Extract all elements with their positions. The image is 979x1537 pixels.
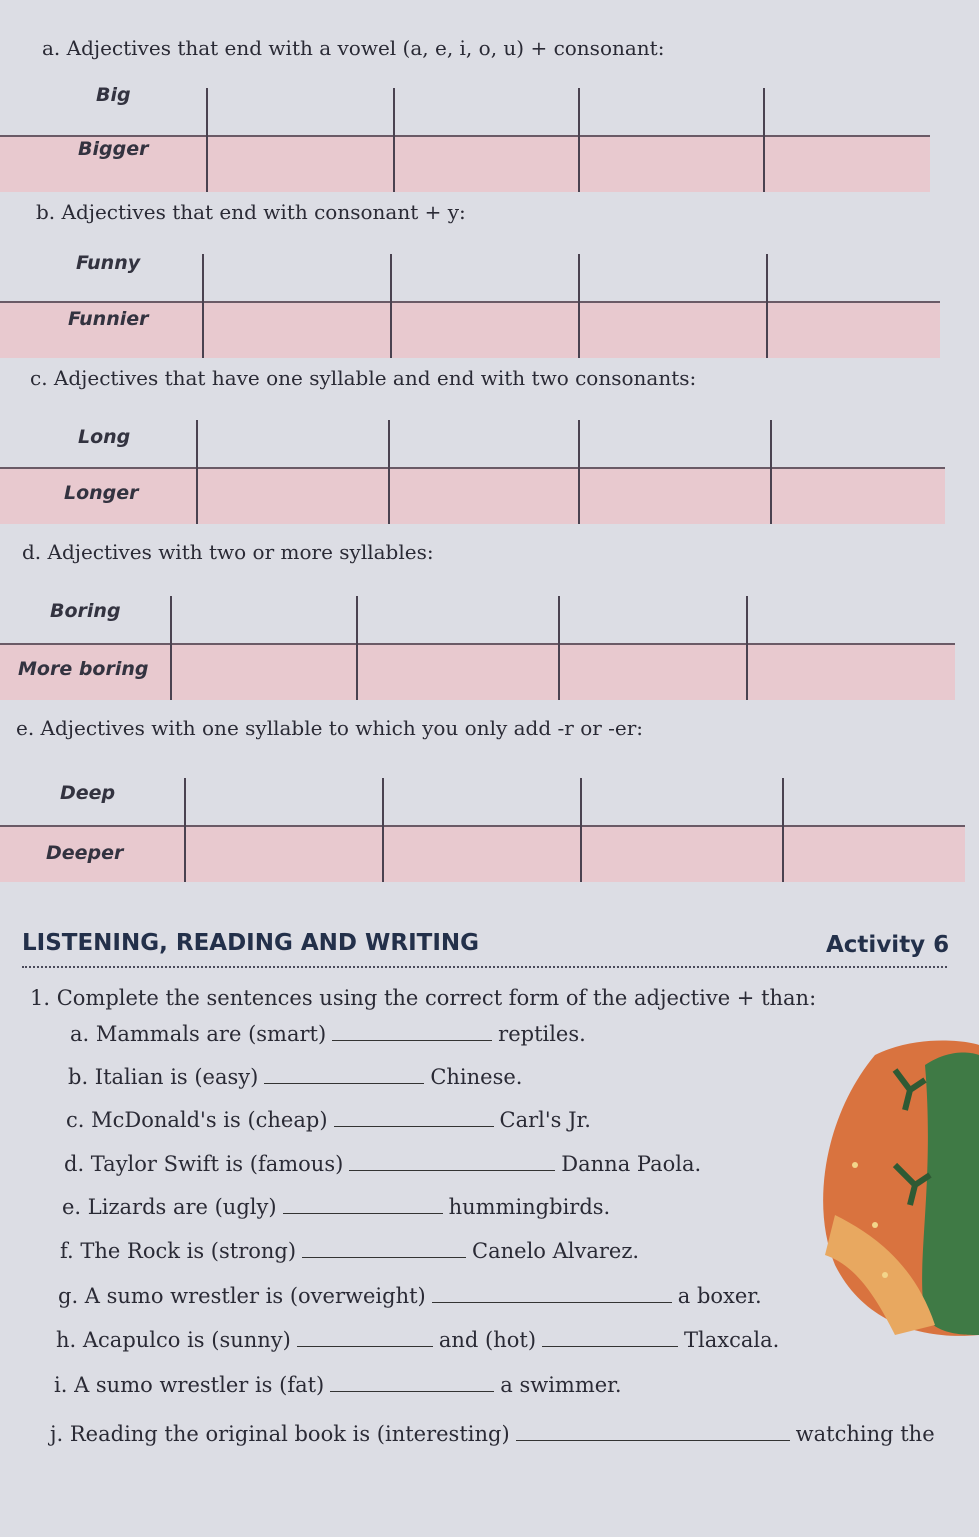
exercise-instruction: 1. Complete the sentences using the correct form of the adjective + than: xyxy=(30,986,817,1010)
base-adjective: Big xyxy=(96,84,131,106)
comparative-adjective: Bigger xyxy=(78,138,149,160)
sentence-text: e. Lizards are (ugly) xyxy=(62,1195,277,1219)
sentence-d xyxy=(64,1152,701,1176)
cactus-illustration xyxy=(815,1035,979,1340)
column-divider xyxy=(766,254,768,358)
section-title-c: c. Adjectives that have one syllable and end with two consonants: xyxy=(30,366,697,390)
table-row-comparative xyxy=(0,826,965,882)
column-divider xyxy=(578,420,580,524)
column-divider xyxy=(202,254,204,358)
sentence-h xyxy=(56,1328,779,1352)
sentence-text: i. A sumo wrestler is (fat) xyxy=(54,1373,325,1397)
section-title-a: a. Adjectives that end with a vowel (a, e, i, o, u) + consonant: xyxy=(42,36,665,60)
table-row-comparative xyxy=(0,468,945,524)
section-title-e: e. Adjectives with one syllable to which you only add -r or -er: xyxy=(16,716,644,740)
sentence-text: Canelo Alvarez. xyxy=(472,1239,640,1263)
sentence-text: Tlaxcala. xyxy=(684,1328,780,1352)
row-divider xyxy=(0,467,945,469)
answer-blank[interactable] xyxy=(432,1298,672,1303)
section-title-b: b. Adjectives that end with consonant + y: xyxy=(36,200,466,224)
row-divider xyxy=(0,135,930,137)
comparative-adjective: Longer xyxy=(64,482,139,504)
section-heading: LISTENING, READING AND WRITING xyxy=(22,930,480,956)
adjective-table-c xyxy=(0,412,945,524)
answer-blank[interactable] xyxy=(542,1342,678,1347)
sentence-a xyxy=(70,1022,586,1046)
answer-blank[interactable] xyxy=(516,1436,790,1441)
sentence-text: hummingbirds. xyxy=(448,1195,611,1219)
answer-blank[interactable] xyxy=(330,1387,494,1392)
adjective-table-b xyxy=(0,246,940,358)
sentence-text: c. McDonald's is (cheap) xyxy=(66,1108,328,1132)
column-divider xyxy=(206,88,208,192)
base-adjective: Funny xyxy=(76,252,141,274)
sentence-text: Carl's Jr. xyxy=(499,1108,591,1132)
cactus-icon xyxy=(815,1035,979,1340)
column-divider xyxy=(580,778,582,882)
column-divider xyxy=(578,88,580,192)
column-divider xyxy=(390,254,392,358)
sentence-text: d. Taylor Swift is (famous) xyxy=(64,1152,344,1176)
table-row-base xyxy=(0,412,945,468)
column-divider xyxy=(746,596,748,700)
sentence-text: a boxer. xyxy=(677,1284,762,1308)
activity-label: Activity 6 xyxy=(826,932,950,958)
sentence-text: b. Italian is (easy) xyxy=(68,1065,259,1089)
column-divider xyxy=(170,596,172,700)
sentence-text: j. Reading the original book is (interesting) xyxy=(50,1422,510,1446)
sentence-text: h. Acapulco is (sunny) xyxy=(56,1328,291,1352)
sentence-e xyxy=(62,1195,610,1219)
answer-blank[interactable] xyxy=(332,1036,492,1041)
answer-blank[interactable] xyxy=(349,1166,555,1171)
column-divider xyxy=(763,88,765,192)
sentence-text: Chinese. xyxy=(430,1065,523,1089)
sentence-g xyxy=(58,1284,762,1308)
comparative-adjective: Funnier xyxy=(68,308,149,330)
sentence-text: g. A sumo wrestler is (overweight) xyxy=(58,1284,426,1308)
sentence-i xyxy=(54,1373,622,1397)
table-row-base xyxy=(0,588,955,644)
sentence-text: a swimmer. xyxy=(500,1373,622,1397)
sentence-c xyxy=(66,1108,591,1132)
answer-blank[interactable] xyxy=(264,1079,424,1084)
sentence-text: and (hot) xyxy=(438,1328,537,1352)
column-divider xyxy=(184,778,186,882)
row-divider xyxy=(0,825,965,827)
base-adjective: Long xyxy=(78,426,131,448)
sentence-text: Danna Paola. xyxy=(561,1152,702,1176)
section-title-d: d. Adjectives with two or more syllables: xyxy=(22,540,434,564)
row-divider xyxy=(0,643,955,645)
column-divider xyxy=(393,88,395,192)
base-adjective: Boring xyxy=(50,600,121,622)
answer-blank[interactable] xyxy=(297,1342,433,1347)
answer-blank[interactable] xyxy=(302,1253,466,1258)
sentence-text: a. Mammals are (smart) xyxy=(70,1022,327,1046)
column-divider xyxy=(356,596,358,700)
sentence-j xyxy=(50,1422,935,1446)
sentence-text: f. The Rock is (strong) xyxy=(60,1239,297,1263)
dotted-divider xyxy=(22,966,947,968)
column-divider xyxy=(196,420,198,524)
sentence-b xyxy=(68,1065,523,1089)
column-divider xyxy=(782,778,784,882)
answer-blank[interactable] xyxy=(334,1122,494,1127)
column-divider xyxy=(388,420,390,524)
table-row-base xyxy=(0,770,965,826)
adjective-table-d xyxy=(0,588,955,700)
base-adjective: Deep xyxy=(60,782,116,804)
sentence-text: reptiles. xyxy=(498,1022,586,1046)
table-row-base xyxy=(0,246,940,302)
comparative-adjective: Deeper xyxy=(46,842,124,864)
adjective-table-e xyxy=(0,770,965,882)
column-divider xyxy=(558,596,560,700)
adjective-table-a xyxy=(0,80,930,192)
column-divider xyxy=(382,778,384,882)
sentence-f xyxy=(60,1239,639,1263)
table-row-base xyxy=(0,80,930,136)
column-divider xyxy=(578,254,580,358)
column-divider xyxy=(770,420,772,524)
comparative-adjective: More boring xyxy=(18,658,149,680)
answer-blank[interactable] xyxy=(283,1209,443,1214)
row-divider xyxy=(0,301,940,303)
sentence-text: watching the xyxy=(795,1422,935,1446)
